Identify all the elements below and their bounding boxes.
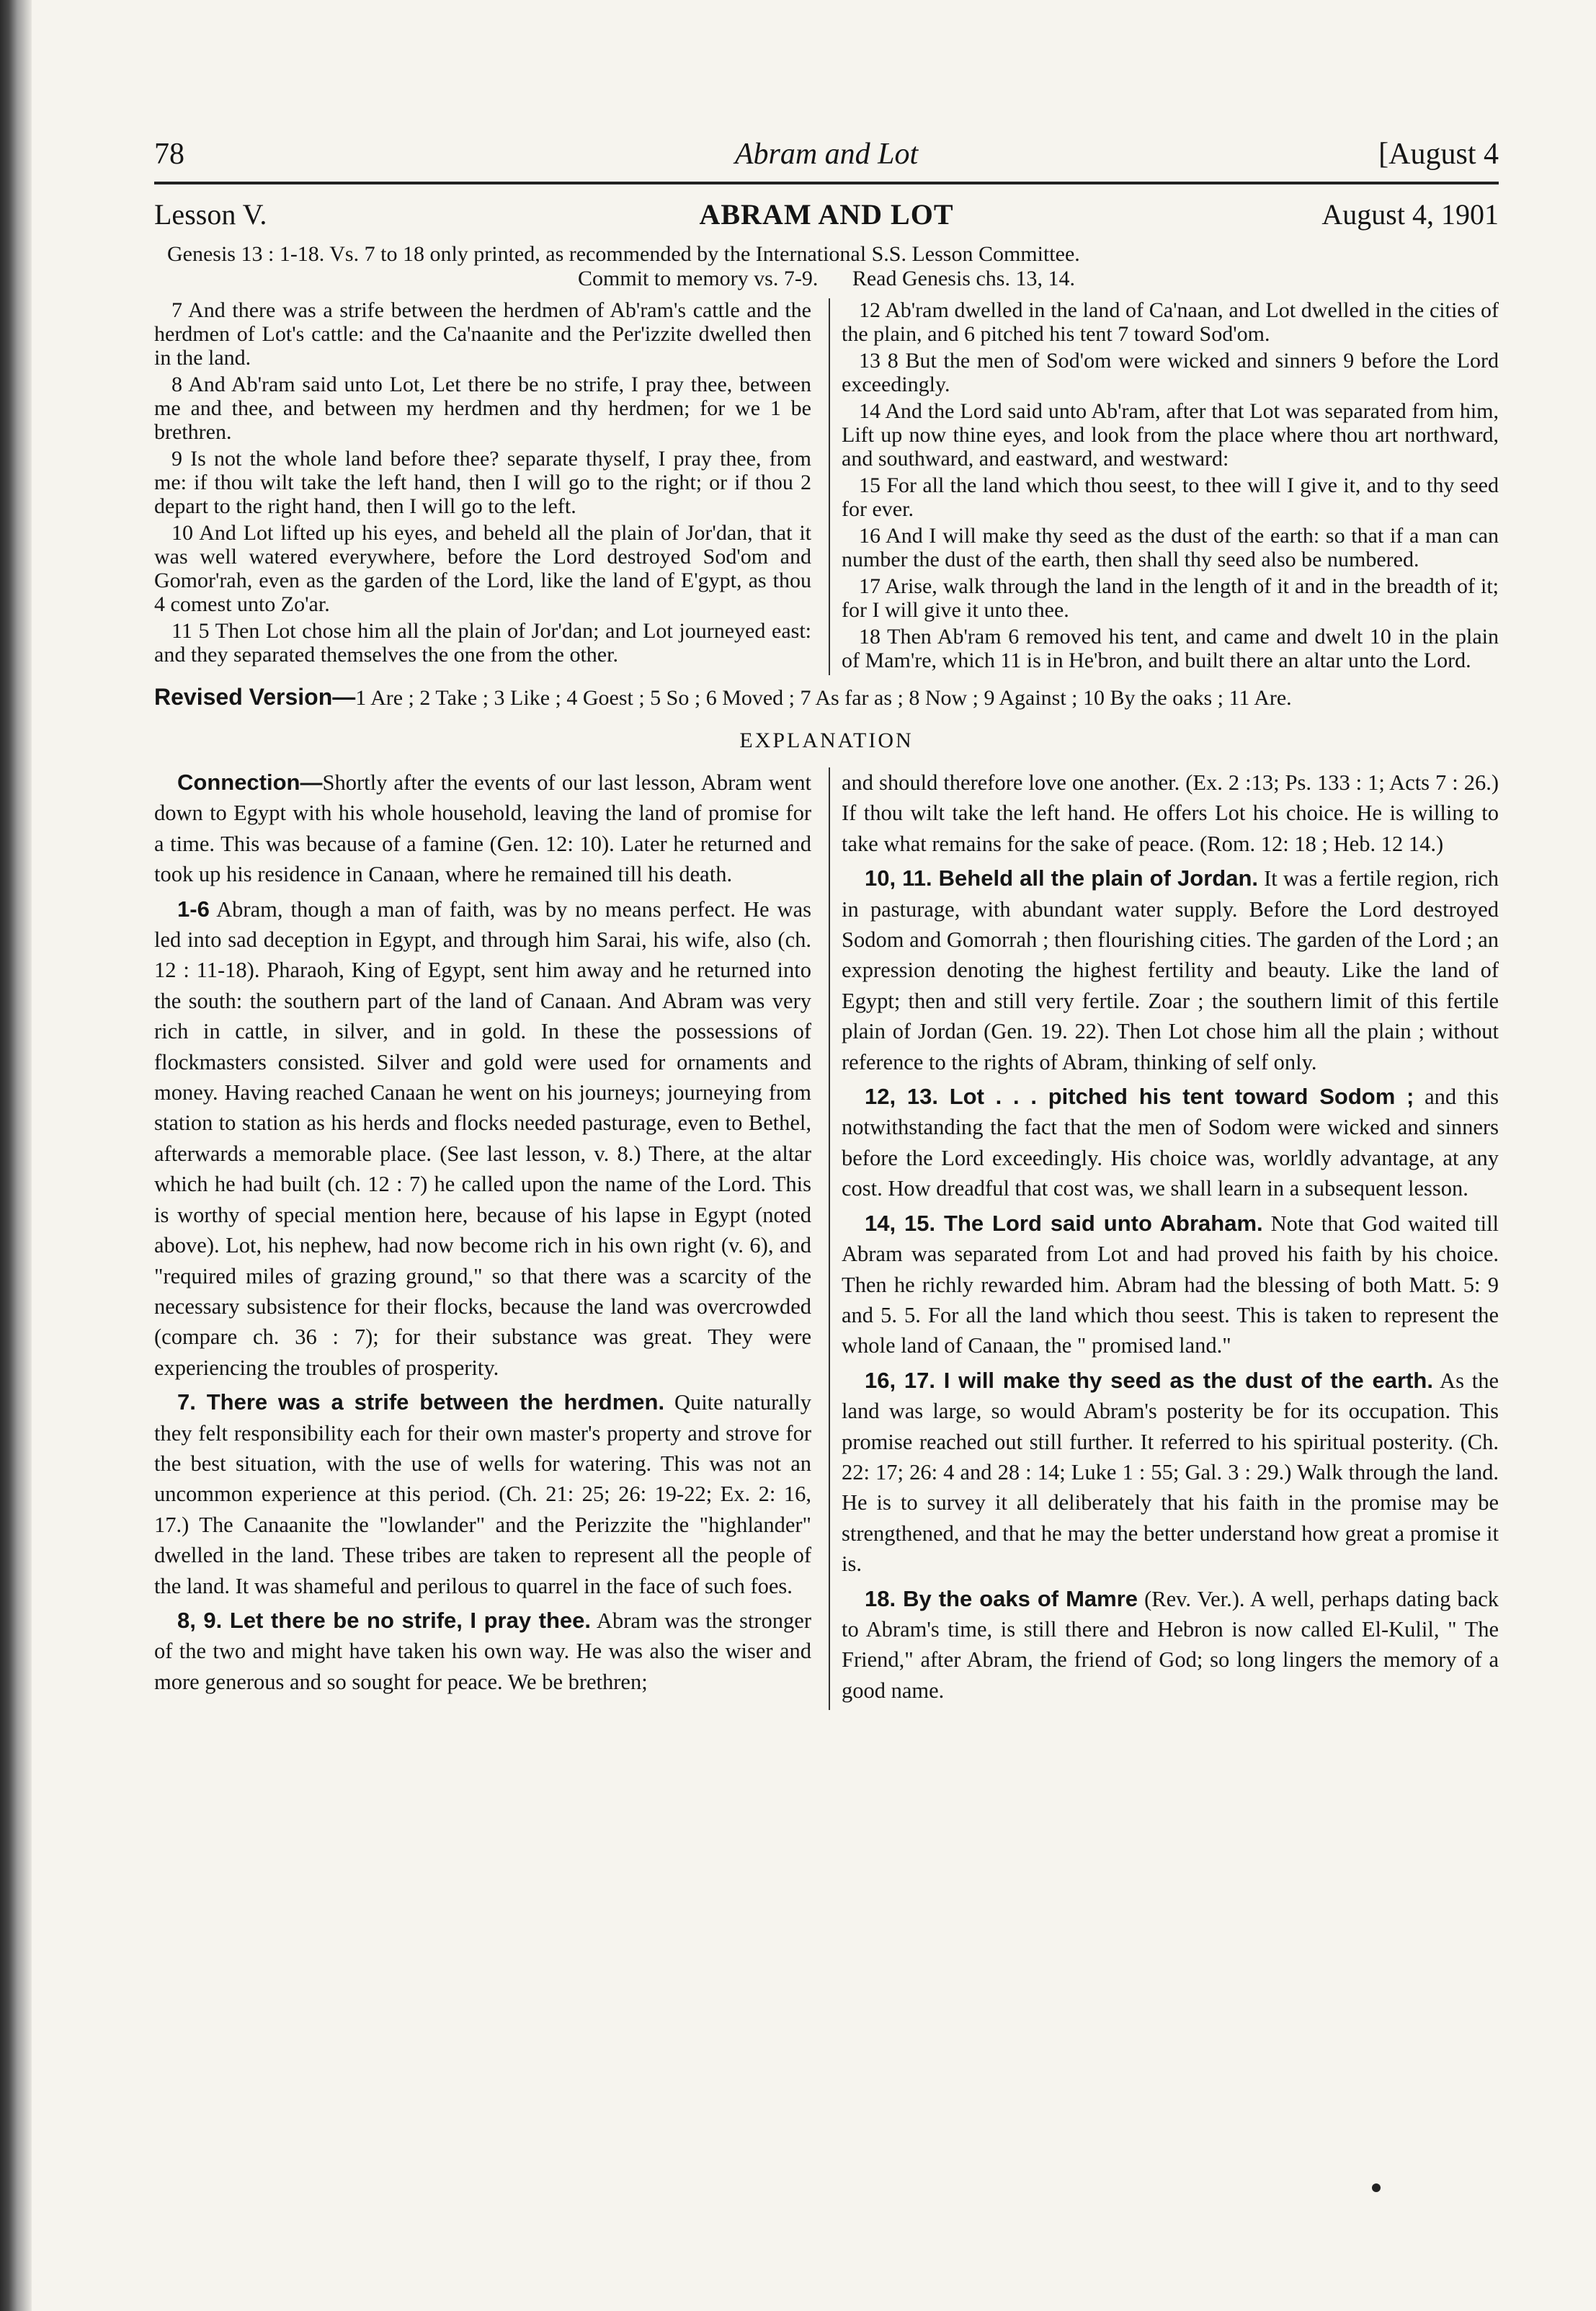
paragraph-text: (Rev. Ver.). A well, perhaps dating back to Abram's time, is still there and Hebron is now called El-Kulil, " The Friend," after Abram, the friend of God; so long lingers the memory of a good name. (842, 1586, 1499, 1703)
verses-right-column (829, 298, 1499, 675)
revised-version-label: Revised Version— (154, 684, 356, 710)
paragraph-text: and this notwithstanding the fact that the men of Sodom were wicked and sinners before the Lord exceedingly. His choice was, worldly advantage, at any cost. How dreadful that cost was, we shall learn in a subsequent lesson. (842, 1085, 1499, 1201)
verse: 14 And the Lord said unto Ab'ram, after that Lot was separated from him, Lift up now thine eyes, and look from the place where thou art northward, and southward, and eastward, and westward: (842, 399, 1499, 471)
lesson-title: ABRAM AND LOT (699, 198, 954, 231)
ink-dot (1372, 2183, 1381, 2192)
paragraph-text: Quite naturally they felt responsibility each for their own master's property and strove for the best situation, with the use of wells for watering. This was not an uncommon experience at this period. (Ch. 21: 25; 26: 19-22; Ex. 2: 16, 17.) The Canaanite the "lowlander" and the Perizzite the "highlander" dwelled in the land. These tribes are taken to represent all the people of the land. It was shameful and perilous to quarrel in the face of such foes. (154, 1390, 811, 1598)
verse: 11 5 Then Lot chose him all the plain of Jor'dan; and Lot journeyed east: and they separated themselves the one from the other. (154, 619, 811, 667)
paragraph-lead: 16, 17. I will make thy seed as the dust of the earth. (865, 1367, 1433, 1393)
verse: 8 And Ab'ram said unto Lot, Let there be no strife, I pray thee, between me and thee, and between my herdmen and thy herdmen; for we 1 be brethren. (154, 373, 811, 444)
lesson-number: Lesson V. (154, 198, 267, 231)
verses-left-column (154, 298, 811, 675)
explanation-paragraph (842, 1082, 1499, 1204)
paragraph-text: and should therefore love one another. (Ex. 2 :13; Ps. 133 : 1; Acts 7 : 26.) If thou wilt take the left hand. He offers Lot his choice. He is willing to take what remains for the sake of peace. (Rom. 12: 18 ; Heb. 12 14.) (842, 770, 1499, 856)
paragraph-text: Abram was the stronger of the two and might have taken his own way. He was also the wiser and more generous and so sought for peace. We be brethren; (154, 1608, 811, 1694)
verse: 9 Is not the whole land before thee? separate thyself, I pray thee, from me: if thou wilt take the left hand, then I will go to the right; or if thou 2 depart to the right hand, then I will go to the left. (154, 447, 811, 518)
paragraph-lead: 10, 11. Beheld all the plain of Jordan. (865, 865, 1258, 891)
scripture-reference: Genesis 13 : 1-18. Vs. 7 to 18 only printed, as recommended by the International S.S. Lesson Committee. (167, 242, 1080, 266)
explanation-heading: EXPLANATION (739, 729, 914, 752)
explanation-paragraph (154, 1606, 811, 1697)
header-date: [August 4 (1378, 138, 1499, 171)
explanation-paragraph (154, 894, 811, 1384)
explanation-paragraph (842, 1584, 1499, 1706)
scripture-text (154, 298, 1499, 675)
revised-version-text: 1 Are ; 2 Take ; 3 Like ; 4 Goest ; 5 So ; 6 Moved ; 7 As far as ; 8 Now ; 9 Against ; 10 By the oaks ; 11 Are. (355, 686, 1292, 710)
verse: 7 And there was a strife between the herdmen of Ab'ram's cattle and the herdmen of Lot's cattle: and the Ca'naanite and the Per'izzite dwelled then in the land. (154, 298, 811, 370)
paragraph-text: As the land was large, so would Abram's posterity be for its occupation. This promise reached out still further. It referred to his spiritual posterity. (Ch. 22: 17; 26: 4 and 28 : 14; Luke 1 : 55; Gal. 3 : 29.) Walk through the land. He is to survey it all deliberately that his faith in the promise may be strengthened, and that he may the better understand how great a promise it is. (842, 1368, 1499, 1577)
verse: 13 8 But the men of Sod'om were wicked and sinners 9 before the Lord exceedingly. (842, 349, 1499, 396)
page-header (154, 130, 1499, 184)
reading-assignment: Read Genesis chs. 13, 14. (852, 267, 1075, 290)
verse: 18 Then Ab'ram 6 removed his tent, and came and dwelt 10 in the plain of Mam're, which 11 is in He'bron, and built there an altar unto the Lord. (842, 625, 1499, 672)
paragraph-text: Note that God waited till Abram was separated from Lot and had proved his faith by his choice. Then he richly rewarded him. Abram had the blessing of both Matt. 5: 9 and 5. 5. For all the land which thou seest. This is taken to represent the whole land of Canaan, the " promised land." (842, 1211, 1499, 1358)
explanation-paragraph (154, 767, 811, 890)
verse: 15 For all the land which thou seest, to thee will I give it, and to thy seed for ever. (842, 473, 1499, 521)
paragraph-text: It was a fertile region, rich in pasturage, with abundant water supply. Before the Lord destroyed Sodom and Gomorrah ; then flourishing cities. The garden of the Lord ; an expression denoting the highest fertility and beauty. Like the land of Egypt; then and still very fertile. Zoar ; the southern limit of this fertile plain of Jordan (Gen. 19. 22). Then Lot chose him all the plain ; without reference to the rights of Abram, thinking of self only. (842, 866, 1499, 1074)
page-number: 78 (154, 138, 184, 171)
verse: 17 Arise, walk through the land in the length of it and in the breadth of it; for I will give it unto thee. (842, 574, 1499, 622)
memory-line (154, 267, 1499, 291)
paragraph-lead: 1-6 (177, 896, 210, 922)
explanation-paragraph (842, 767, 1499, 859)
explanation-right-column (829, 767, 1499, 1710)
explanation-body (154, 767, 1499, 1710)
verse: 12 Ab'ram dwelled in the land of Ca'naan, and Lot dwelled in the cities of the plain, and 6 pitched his tent 7 toward Sod'om. (842, 298, 1499, 346)
explanation-left-column (154, 767, 811, 1710)
lesson-title-row (154, 197, 1499, 242)
explanation-paragraph (154, 1387, 811, 1601)
verse: 16 And I will make thy seed as the dust of the earth: so that if a man can number the dust of the earth, then shall thy seed also be numbered. (842, 524, 1499, 571)
paragraph-text: Abram, though a man of faith, was by no means perfect. He was led into sad deception in Egypt, and through him Sarai, his wife, also (ch. 12 : 11-18). Pharaoh, King of Egypt, sent him away and he returned into the south: the southern part of the land of Canaan. And Abram was very rich in cattle, in silver, and in gold. In these the possessions of flockmasters consisted. Silver and gold were used for ornaments and money. Having reached Canaan he went on his journeys; journeying from station to station as his herds and flocks needed pasturage, even to Bethel, afterwards a memorable place. (See last lesson, v. 8.) There, at the altar which he had built (ch. 12 : 7) he called upon the name of the Lord. This is worthy of special mention here, because of his lapse in Egypt (noted above). Lot, his nephew, had now become rich in his own right (v. 6), and "required miles of grazing ground," so that there was a scarcity of the necessary subsistence for their flocks, because the land was overcrowded (compare ch. 36 : 7); for their substance was great. They were experiencing the troubles of prosperity. (154, 896, 811, 1380)
paragraph-lead: 7. There was a strife between the herdmen. (177, 1389, 665, 1415)
lesson-date: August 4, 1901 (1321, 198, 1499, 231)
paragraph-lead: Connection— (177, 770, 323, 795)
paragraph-text: Shortly after the events of our last lesson, Abram went down to Egypt with his whole household, leaving the land of promise for a time. This was because of a famine (Gen. 12: 10). Later he returned and took up his residence in Canaan, where he remained till his death. (154, 770, 811, 887)
paragraph-lead: 14, 15. The Lord said unto Abraham. (865, 1210, 1263, 1236)
explanation-paragraph (842, 1208, 1499, 1361)
revised-version-notes (154, 685, 1499, 710)
page (154, 130, 1499, 1710)
memory-verses: Commit to memory vs. 7-9. (578, 267, 819, 290)
binding-edge (0, 0, 32, 2311)
verse: 10 And Lot lifted up his eyes, and beheld all the plain of Jor'dan, that it was well watered everywhere, before the Lord destroyed Sod'om and Gomor'rah, even as the garden of the Lord, like the land of E'gypt, as thou 4 comest unto Zo'ar. (154, 521, 811, 616)
explanation-paragraph (842, 863, 1499, 1077)
running-title: Abram and Lot (734, 138, 919, 171)
paragraph-lead: 8, 9. Let there be no strife, I pray thee. (177, 1607, 592, 1633)
paragraph-lead: 12, 13. Lot . . . pitched his tent toward Sodom ; (865, 1084, 1414, 1110)
explanation-paragraph (842, 1366, 1499, 1580)
paragraph-lead: 18. By the oaks of Mamre (865, 1585, 1138, 1611)
